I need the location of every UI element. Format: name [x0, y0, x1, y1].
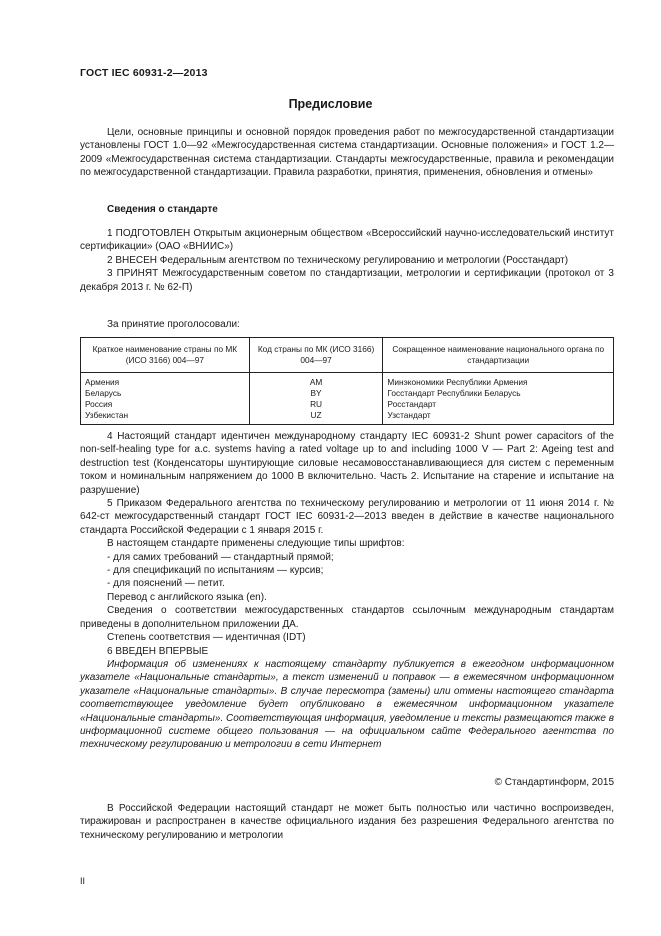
- country-code: RU: [249, 399, 383, 410]
- voting-table-header-row: [81, 338, 614, 373]
- font-item: - для пояснений — петит.: [107, 578, 225, 590]
- national-body: Минэкономики Республики Армения: [383, 373, 614, 389]
- restriction-section: [80, 802, 614, 842]
- degree-note: Степень соответствия — идентичная (IDT): [107, 632, 306, 644]
- header-national-body: Сокращенное наименование национального органа по стандартизации: [383, 338, 614, 373]
- info-heading: Сведения о стандарте: [107, 204, 218, 215]
- country-code: UZ: [249, 410, 383, 425]
- country-name: Беларусь: [81, 388, 250, 399]
- country-code: BY: [249, 388, 383, 399]
- font-item: - для самих требований — стандартный прямой;: [107, 551, 334, 563]
- info-heading-section: [80, 203, 614, 216]
- intro-paragraph: Цели, основные принципы и основной порядок проведения работ по межгосударственной стандартизации установлены ГОСТ 1.0—92 «Межгосударственная система стандартизации. Основные положения» и ГОСТ 1.2—2009 «Межгосударственная система стандартизации. Стандарты межгосударственные, правила и рекомендации по межгосударственной стандартизации. Правила разработки, принятия, применения, обновления и отмены»: [80, 127, 614, 179]
- restriction-paragraph: В Российской Федерации настоящий стандарт не может быть полностью или частично воспроизведен, тиражирован и распространен в качестве официального издания без разрешения Федерального агентства по техническому регулированию и метрологии: [80, 803, 614, 841]
- table-row: [81, 410, 614, 425]
- font-item: - для спецификаций по испытаниям — курсив;: [107, 565, 324, 577]
- translation-note: Перевод с английского языка (en).: [107, 591, 267, 603]
- fonts-intro: В настоящем стандарте применены следующие типы шрифтов:: [107, 538, 405, 550]
- notice-section: [80, 658, 614, 752]
- item-4: 4 Настоящий стандарт идентичен международному стандарту IEC 60931-2 Shunt power capacitors of the non-self-healing type for a.c. systems having a rated voltage up to and including 1000 V — Part 2: Ageing test and destruction test (Конденсаторы шунтирующие силовые несамовосстанавливающиеся для систем с переменным током и номинальным напряжением до 1000 В включительно. Часть 2. Испытание на старение и испытание на разрушение): [80, 431, 614, 496]
- items-1-3-section: [80, 227, 614, 294]
- header-country-name: Краткое наименование страны по МК (ИСО 3166) 004—97: [81, 338, 250, 373]
- country-name: Армения: [81, 373, 250, 389]
- country-code: AM: [249, 373, 383, 389]
- country-name: Узбекистан: [81, 410, 250, 425]
- page-number: II: [80, 876, 86, 886]
- page-title: Предисловие: [288, 97, 373, 111]
- correspondence-note: Сведения о соответствии межгосударственных стандартов ссылочным международным стандартам приведены в дополнительном приложении ДА.: [80, 605, 614, 630]
- item-6: 6 ВВЕДЕН ВПЕРВЫЕ: [107, 645, 209, 657]
- national-body: Узстандарт: [383, 410, 614, 425]
- standard-code-header: ГОСТ IEC 60931-2—2013: [80, 67, 208, 79]
- table-row: [81, 388, 614, 399]
- national-body: Госстандарт Республики Беларусь: [383, 388, 614, 399]
- intro-section: [80, 126, 614, 180]
- country-name: Россия: [81, 399, 250, 410]
- copyright: © Стандартинформ, 2015: [494, 777, 614, 788]
- header-country-code: Код страны по МК (ИСО 3166) 004—97: [249, 338, 383, 373]
- item-1: 1 ПОДГОТОВЛЕН Открытым акционерным обществом «Всероссийский научно-исследовательский институт сертификации» (ОАО «ВНИИС»): [80, 228, 614, 253]
- voted-section: [80, 318, 614, 331]
- items-4-6-section: [80, 430, 614, 658]
- table-row: [81, 373, 614, 389]
- voted-label: За принятие проголосовали:: [107, 319, 240, 330]
- item-5: 5 Приказом Федерального агентства по техническому регулированию и метрологии от 11 июня 2014 г. № 642-ст межгосударственный стандарт ГОСТ IEC 60931-2—2013 введен в действие в качестве национального стандарта Российской Федерации с 1 января 2015 г.: [80, 498, 614, 536]
- item-3: 3 ПРИНЯТ Межгосударственным советом по стандартизации, метрологии и сертификации (протокол от 3 декабря 2013 г. № 62-П): [80, 268, 614, 293]
- table-row: [81, 399, 614, 410]
- voting-table: [80, 337, 614, 425]
- national-body: Росстандарт: [383, 399, 614, 410]
- item-2: 2 ВНЕСЕН Федеральным агентством по техническому регулированию и метрологии (Росстандарт): [107, 254, 569, 266]
- change-notice: Информация об изменениях к настоящему стандарту публикуется в ежегодном информационном указателе «Национальные стандарты», а текст изменений и поправок — в ежемесячном информационном указателе «Национальные стандарты». В случае пересмотра (замены) или отмены настоящего стандарта соответствующее уведомление будет опубликовано в ежемесячном информационном указателе «Национальные стандарты». Соответствующая информация, уведомление и тексты размещаются также в информационной системе общего пользования — на официальном сайте Федерального агентства по техническому регулированию и метрологии в сети Интернет: [80, 659, 614, 751]
